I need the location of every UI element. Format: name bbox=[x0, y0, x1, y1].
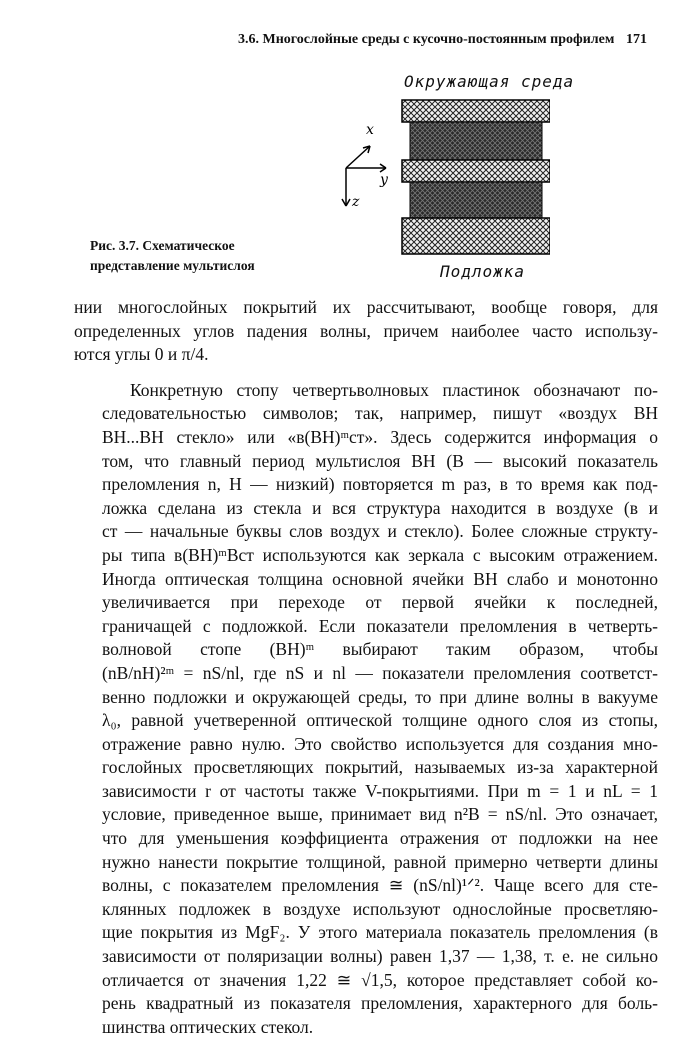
text-line: ложка сделана из стекла и вся структура находится в воздухе (в и bbox=[102, 497, 658, 518]
text-line: Конкретную стопу четвертьволновых пластинок обозначают по- bbox=[130, 379, 658, 400]
text-line: что для уменьшения коэффициента отражения от подложки на нее bbox=[102, 828, 658, 849]
multilayer-figure bbox=[330, 98, 550, 258]
body-text bbox=[74, 296, 658, 1039]
layer-b-2 bbox=[410, 182, 542, 218]
text-line: рень квадратный из показателя преломления, характерного для боль- bbox=[102, 993, 658, 1014]
axis-x-label: x bbox=[366, 122, 374, 138]
text-line: волны, с показателем преломления ≅ (nS/nl)¹ᐟ². Чаще всего для сте- bbox=[102, 875, 658, 896]
text-line: (nВ/nН)²ᵐ = nS/nl, где nS и nl — показатели преломления соответст- bbox=[102, 662, 658, 683]
figure-caption bbox=[90, 236, 310, 276]
caption-line: Рис. 3.7. Схематическое bbox=[90, 238, 235, 253]
paragraph bbox=[74, 296, 658, 367]
text-line: волновой стопе (ВН)ᵐ выбирают таким образом, чтобы bbox=[102, 639, 658, 660]
figure-label-substrate: Подложка bbox=[440, 262, 526, 281]
caption-line: представление мультислоя bbox=[90, 258, 255, 273]
text-line: зависимости от поляризации волны) равен 1,37 — 1,38, т. е. не сильно bbox=[102, 946, 658, 967]
text-line: нии многослойных покрытий их рассчитывают, вообще говоря, для bbox=[74, 297, 658, 317]
text-line: клянных подложек в воздухе используют однослойные просветляю- bbox=[102, 898, 658, 919]
text-line: следовательностью символов; так, например, пишут «воздух ВН bbox=[102, 403, 658, 424]
text-line: Иногда оптическая толщина основной ячейки ВН слабо и монотонно bbox=[102, 568, 658, 589]
text-line: гослойных просветляющих покрытий, называемых из-за характерной bbox=[102, 757, 658, 778]
text-line: нужно нанести покрытие толщиной, равной примерно четверти длины bbox=[102, 851, 658, 872]
layer-b-1 bbox=[410, 122, 542, 160]
text-line: граничащей с подложкой. Если показатели преломления в четверть- bbox=[102, 615, 658, 636]
paragraph bbox=[74, 379, 658, 1039]
text-line: отличается от значения 1,22 ≅ √1,5, которое представляет собой ко- bbox=[102, 969, 658, 990]
text-line: ются углы 0 и π/4. bbox=[74, 344, 209, 365]
text-line: ВН...ВН стекло» или «в(ВН)ᵐст». Здесь содержится информация о bbox=[102, 426, 658, 447]
page-number: 171 bbox=[626, 32, 647, 47]
text-line: преломления n, Н — низкий) повторяется m раз, в то время как под- bbox=[102, 474, 658, 495]
axis-z-label: z bbox=[352, 194, 360, 210]
text-line: λ₀, равной учетверенной оптической толщине одного слоя из стопы, bbox=[102, 710, 658, 731]
text-line: шинства оптических стекол. bbox=[102, 1016, 314, 1037]
layer-substrate bbox=[402, 218, 550, 254]
running-title: 3.6. Многослойные среды с кусочно-постоянным профилем bbox=[238, 32, 615, 47]
text-line: увеличивается при переходе от первой ячейки к последней, bbox=[102, 592, 658, 613]
text-line: условие, приведенное выше, принимает вид n²В = nS/nl. Это означает, bbox=[102, 804, 658, 825]
text-line: зависимости r от частоты также V-покрытиями. При m = 1 и nL = 1 bbox=[102, 780, 658, 801]
running-header bbox=[0, 30, 696, 54]
text-line: определенных углов падения волны, причем наиболее часто использу- bbox=[74, 320, 658, 341]
layer-h-2 bbox=[402, 160, 550, 182]
text-line: ст — начальные буквы слов воздух и стекло). Более сложные структу- bbox=[102, 521, 658, 542]
text-line: щие покрытия из MgF₂. У этого материала показатель преломления (в bbox=[102, 922, 658, 943]
text-line: отражение равно нулю. Это свойство используется для создания мно- bbox=[102, 733, 658, 754]
layer-h-1 bbox=[402, 100, 550, 122]
text-line: венно подложки и окружающей среды, то при длине волны в вакууме bbox=[102, 686, 658, 707]
figure-label-ambient: Окружающая среда bbox=[404, 72, 575, 91]
text-line: том, что главный период мультислоя ВН (В — высокий показатель bbox=[102, 450, 658, 471]
text-line: ры типа в(ВН)ᵐВст используются как зеркала с высоким отражением. bbox=[102, 544, 658, 565]
axis-y-label: y bbox=[380, 172, 388, 188]
